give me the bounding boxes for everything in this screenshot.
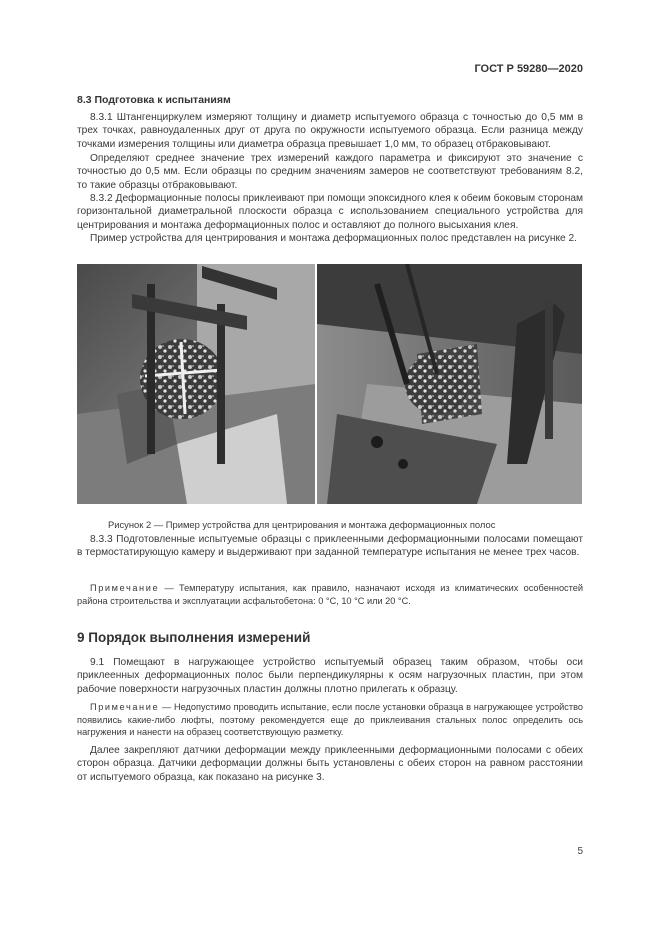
section-heading-9: 9 Порядок выполнения измерений xyxy=(77,630,311,645)
note-temperature xyxy=(77,582,583,607)
photo-left xyxy=(77,264,315,504)
photo-right xyxy=(317,264,582,504)
paragraph-example-text: Пример устройства для центрирования и монтажа деформационных полос представлен на рисунке 2. xyxy=(90,233,578,244)
standard-code: ГОСТ Р 59280—2020 xyxy=(474,63,583,75)
section-heading-8-3: 8.3 Подготовка к испытаниям xyxy=(77,94,231,106)
paragraph-average xyxy=(77,152,583,192)
paragraph-9-1 xyxy=(77,656,583,696)
paragraph-8-3-2 xyxy=(77,192,583,232)
paragraph-8-3-2-text: 8.3.2 Деформационные полосы приклеивают при помощи эпоксидного клея к обеим боковым сторонам горизонтальной диаметральной плоскости образца с использованием специального устройства для центрирования и монтажа деформационных полос и оставляют до полного высыхания клея. xyxy=(77,193,583,231)
paragraph-8-3-1-text: 8.3.1 Штангенциркулем измеряют толщину и диаметр испытуемого образца с точностью до 0,5 мм в трех точках, равноудаленных друг от друга по окружности испытуемого образца. Если разница между точками измерения толщины или диаметра образца превышает 1,0 мм, то образец отбраковывают. xyxy=(77,112,583,150)
note-backlash xyxy=(77,701,583,739)
note-backlash-text: — Недопустимо проводить испытание, если после установки образца в нагружающее устройство появились какие-либо люфты, поэтому рекомендуется еще до приклеивания стальных полос определить ось нагружения и нанести на образец соответствующую разметку. xyxy=(77,702,583,738)
paragraph-8-3-3 xyxy=(77,533,583,560)
paragraph-sensors-text: Далее закрепляют датчики деформации между приклеенными деформационными полосами с обеих сторон образца. Датчики деформации должны быть установлены с обеих сторон на равном расстоянии от испытуемого образца, как показано на рисунке 3. xyxy=(77,745,583,783)
paragraph-9-1-text: 9.1 Помещают в нагружающее устройство испытуемый образец таким образом, чтобы оси приклеенных деформационных полос были перпендикулярны к осям нагрузочных пластин, при этом рабочие поверхности нагрузочных пластин должны плотно прилегать к образцу. xyxy=(77,657,583,695)
note-label: Примечание xyxy=(90,702,160,712)
paragraph-example xyxy=(77,232,583,245)
figure-2-caption: Рисунок 2 — Пример устройства для центрирования и монтажа деформационных полос xyxy=(108,519,496,530)
note-label: Примечание xyxy=(90,583,160,593)
paragraph-8-3-3-text: 8.3.3 Подготовленные испытуемые образцы с приклеенными деформационными полосами помещают в термостатирующую камеру и выдерживают при заданной температуре испытания не менее трех часов. xyxy=(77,534,583,559)
page-number: 5 xyxy=(577,846,583,857)
figure-2-illustration xyxy=(77,264,582,504)
paragraph-average-text: Определяют среднее значение трех измерений каждого параметра и фиксируют это значение с точностью до 0,5 мм. Если образцы по средним значениям замеров не соответствуют требованиям 8.2, то такие образцы отбраковывают. xyxy=(77,153,583,191)
paragraph-8-3-1 xyxy=(77,111,583,151)
note-temperature-text: — Температуру испытания, как правило, назначают исходя из климатических особенностей района строительства и эксплуатации асфальтобетона: 0 °С, 10 °С или 20 °С. xyxy=(77,583,583,606)
figure-2-photo xyxy=(77,264,582,504)
paragraph-sensors xyxy=(77,744,583,784)
